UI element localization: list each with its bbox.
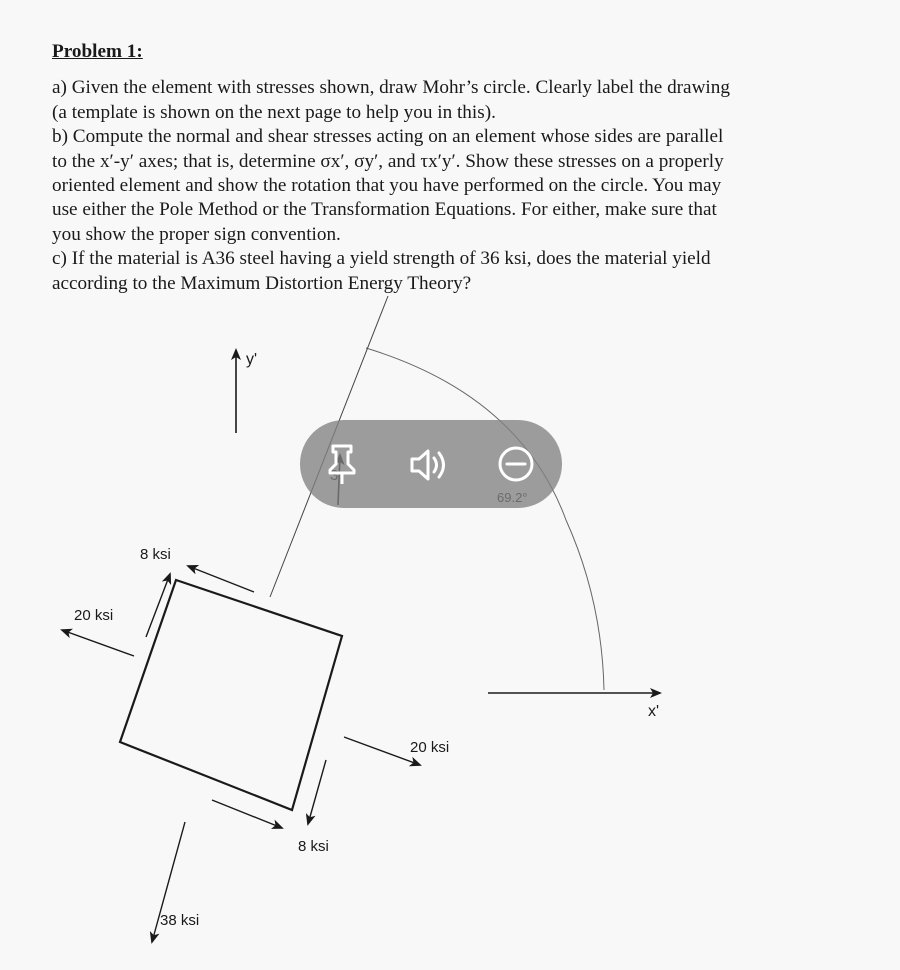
problem-line-8: c) If the material is A36 steel having a yield strength of 36 ksi, does the material yield bbox=[52, 248, 711, 270]
problem-line-4: to the x′-y′ axes; that is, determine σx′, σy′, and τx′y′. Show these stresses on a properly bbox=[52, 150, 724, 172]
rotation-arc bbox=[366, 348, 604, 690]
stress-element bbox=[120, 580, 342, 810]
speaker-icon[interactable] bbox=[408, 446, 452, 484]
pin-icon[interactable] bbox=[324, 442, 360, 486]
right-normal-arrow bbox=[344, 737, 420, 765]
bottom-stress-label: 38 ksi bbox=[160, 912, 200, 929]
problem-title: Problem 1: bbox=[52, 41, 143, 62]
shear-arrow-lower-right bbox=[308, 760, 326, 824]
problem-line-6: use either the Pole Method or the Transformation Equations. For either, make sure that bbox=[52, 199, 717, 221]
problem-line-5: oriented element and show the rotation that you have performed on the circle. You may bbox=[52, 175, 722, 197]
problem-line-3: b) Compute the normal and shear stresses acting on an element whose sides are parallel bbox=[52, 126, 724, 148]
minus-circle-icon[interactable] bbox=[496, 444, 536, 484]
left-normal-arrow bbox=[62, 630, 134, 656]
left-normal-label: 20 ksi bbox=[74, 607, 114, 624]
problem-line-9: according to the Maximum Distortion Energy Theory? bbox=[52, 272, 472, 294]
shear-label-upper-left: 8 ksi bbox=[140, 546, 171, 563]
shear-label-lower-right: 8 ksi bbox=[298, 838, 329, 855]
problem-line-1: a) Given the element with stresses shown, draw Mohr’s circle. Clearly label the drawing bbox=[52, 77, 730, 99]
y-prime-label: y' bbox=[246, 351, 258, 368]
right-normal-label: 20 ksi bbox=[410, 739, 450, 756]
problem-line-2: (a template is shown on the next page to help you in this). bbox=[52, 101, 496, 123]
problem-line-7: you show the proper sign convention. bbox=[52, 223, 341, 245]
shear-arrow-bottom-edge bbox=[212, 800, 282, 828]
media-overlay-controls bbox=[300, 420, 562, 508]
x-prime-label: x' bbox=[648, 703, 660, 720]
